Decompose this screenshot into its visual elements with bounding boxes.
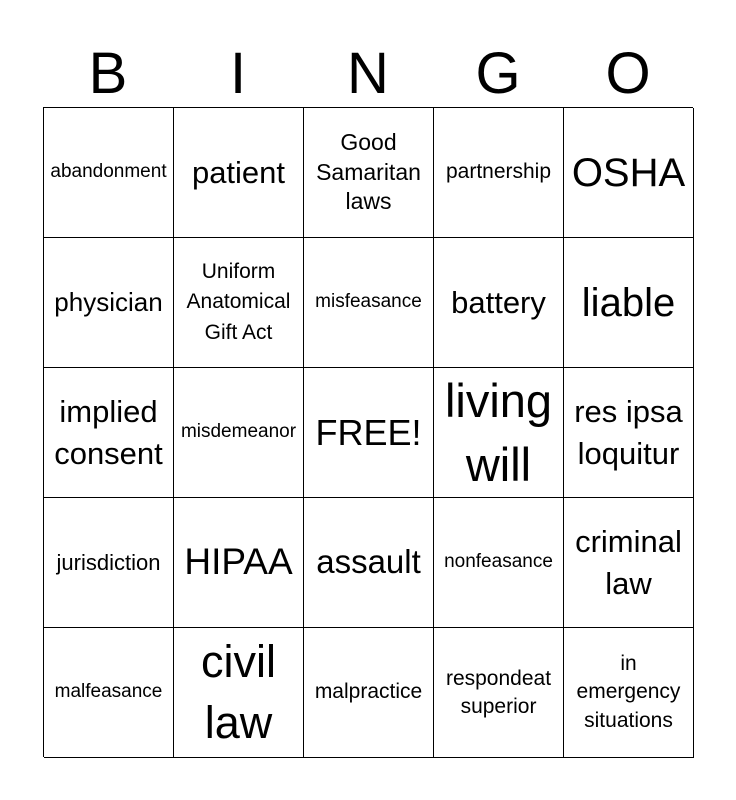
cell-label: HIPAA	[184, 541, 293, 583]
bingo-cell-r4-c3[interactable]	[304, 498, 434, 628]
bingo-cell-r2-c3[interactable]	[304, 238, 434, 368]
bingo-board	[43, 107, 693, 757]
bingo-cell-r5-c1[interactable]	[44, 628, 174, 758]
cell-label: malpractice	[314, 680, 423, 704]
bingo-cell-r1-c3[interactable]	[304, 108, 434, 238]
bingo-cell-r4-c4[interactable]	[434, 498, 564, 628]
cell-label: res ipsa loquitur	[574, 393, 683, 471]
header-letter-b: B	[88, 41, 128, 106]
bingo-cell-r2-c4[interactable]	[434, 238, 564, 368]
cell-label: criminal law	[575, 523, 682, 601]
bingo-cell-r5-c5[interactable]	[564, 628, 694, 758]
cell-label: assault	[316, 543, 421, 581]
bingo-cell-r1-c4[interactable]	[434, 108, 564, 238]
cell-label: implied consent	[54, 393, 163, 471]
bingo-cell-r4-c2[interactable]	[174, 498, 304, 628]
bingo-cell-r2-c5[interactable]	[564, 238, 694, 368]
cell-label: civil law	[201, 635, 276, 748]
cell-label: misfeasance	[315, 291, 422, 313]
bingo-cell-r3-c2[interactable]	[174, 368, 304, 498]
bingo-cell-r3-c5[interactable]	[564, 368, 694, 498]
cell-label: misdemeanor	[180, 421, 297, 443]
bingo-cell-r3-c4[interactable]	[434, 368, 564, 498]
cell-label: in emergency situations	[576, 651, 681, 732]
bingo-cell-r4-c1[interactable]	[44, 498, 174, 628]
bingo-cell-r5-c4[interactable]	[434, 628, 564, 758]
cell-label: Uniform Anatomical Gift Act	[186, 259, 291, 344]
bingo-header	[43, 42, 693, 106]
bingo-cell-r5-c2[interactable]	[174, 628, 304, 758]
cell-label: jurisdiction	[56, 549, 161, 575]
header-letter-i: I	[229, 41, 247, 106]
cell-label: living will	[444, 374, 553, 491]
cell-label: battery	[451, 284, 546, 320]
cell-label: physician	[54, 287, 163, 318]
cell-label: OSHA	[571, 150, 686, 195]
bingo-cell-r3-c3[interactable]	[304, 368, 434, 498]
cell-label: malfeasance	[54, 681, 163, 703]
header-letter-o: O	[605, 41, 651, 106]
bingo-cell-r1-c1[interactable]	[44, 108, 174, 238]
header-letter-g: G	[475, 41, 521, 106]
bingo-cell-r4-c5[interactable]	[564, 498, 694, 628]
bingo-cell-r3-c1[interactable]	[44, 368, 174, 498]
bingo-cell-r1-c2[interactable]	[174, 108, 304, 238]
header-letter-n: N	[347, 41, 389, 106]
cell-label: FREE!	[315, 411, 422, 453]
bingo-cell-r1-c5[interactable]	[564, 108, 694, 238]
cell-label: patient	[191, 154, 286, 190]
cell-label: abandonment	[50, 161, 167, 183]
cell-label: partnership	[445, 160, 552, 184]
cell-label: Good Samaritan laws	[316, 128, 421, 215]
bingo-cell-r2-c2[interactable]	[174, 238, 304, 368]
bingo-cell-r2-c1[interactable]	[44, 238, 174, 368]
bingo-cell-r5-c3[interactable]	[304, 628, 434, 758]
cell-label: respondeat superior	[445, 667, 552, 718]
cell-label: liable	[581, 280, 676, 325]
cell-label: nonfeasance	[444, 551, 553, 573]
